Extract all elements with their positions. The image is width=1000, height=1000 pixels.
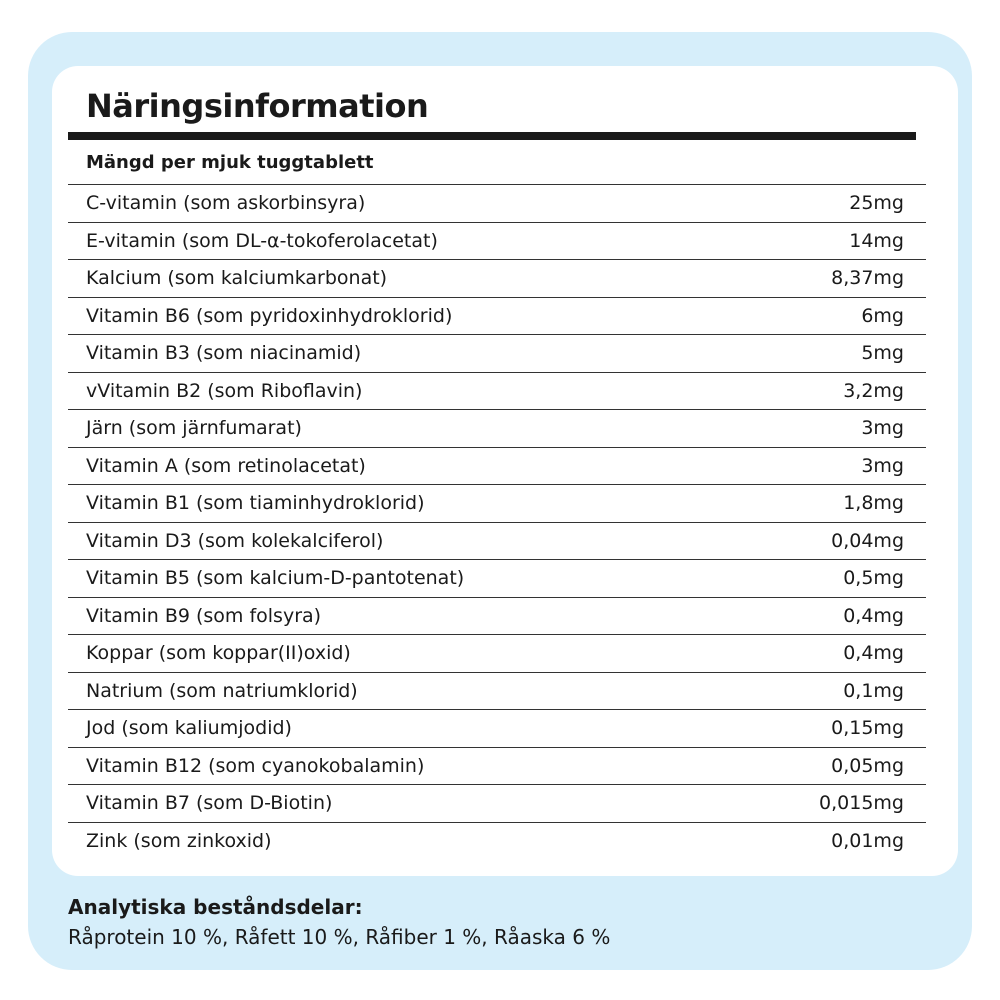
table-row xyxy=(68,748,926,786)
nutrient-name: Vitamin B3 (som niacinamid) xyxy=(86,342,362,365)
table-row xyxy=(68,823,926,861)
table-row xyxy=(68,373,926,411)
page-title: Näringsinformation xyxy=(86,87,429,125)
nutrient-amount: 5mg xyxy=(861,342,904,365)
analytical-components-text: Råprotein 10 %, Råfett 10 %, Råfiber 1 %, Råaska 6 % xyxy=(68,925,611,949)
table-row xyxy=(68,448,926,486)
analytical-components-heading: Analytiska beståndsdelar: xyxy=(68,895,363,919)
nutrition-table xyxy=(68,140,926,860)
nutrient-amount: 0,1mg xyxy=(843,679,904,702)
nutrient-name: E-vitamin (som DL-α-tokoferolacetat) xyxy=(86,229,438,252)
nutrient-amount: 1,8mg xyxy=(843,492,904,515)
nutrient-amount: 8,37mg xyxy=(831,267,904,290)
nutrient-name: Vitamin B1 (som tiaminhydroklorid) xyxy=(86,492,425,515)
nutrient-amount: 3,2mg xyxy=(843,379,904,402)
nutrient-amount: 0,4mg xyxy=(843,604,904,627)
table-header-label: Mängd per mjuk tuggtablett xyxy=(86,151,374,173)
nutrient-amount: 0,01mg xyxy=(831,830,904,853)
nutrient-name: C-vitamin (som askorbinsyra) xyxy=(86,192,366,215)
nutrient-name: Vitamin B6 (som pyridoxinhydroklorid) xyxy=(86,304,453,327)
nutrient-amount: 3mg xyxy=(861,454,904,477)
table-row xyxy=(68,560,926,598)
nutrient-amount: 3mg xyxy=(861,417,904,440)
table-body xyxy=(68,185,926,860)
table-row xyxy=(68,598,926,636)
analytical-components xyxy=(68,892,948,952)
nutrient-amount: 6mg xyxy=(861,304,904,327)
table-row xyxy=(68,485,926,523)
nutrient-name: Vitamin B12 (som cyanokobalamin) xyxy=(86,754,425,777)
table-row xyxy=(68,260,926,298)
table-row xyxy=(68,673,926,711)
table-row xyxy=(68,185,926,223)
nutrient-amount: 0,4mg xyxy=(843,642,904,665)
nutrient-amount: 0,04mg xyxy=(831,529,904,552)
nutrient-name: Järn (som järnfumarat) xyxy=(86,417,302,440)
table-row xyxy=(68,710,926,748)
nutrient-name: Zink (som zinkoxid) xyxy=(86,830,272,853)
nutrient-name: Natrium (som natriumklorid) xyxy=(86,679,358,702)
nutrient-name: Jod (som kaliumjodid) xyxy=(86,717,292,740)
nutrient-amount: 0,15mg xyxy=(831,717,904,740)
nutrient-amount: 14mg xyxy=(849,229,904,252)
nutrient-name: Vitamin A (som retinolacetat) xyxy=(86,454,366,477)
nutrient-amount: 0,015mg xyxy=(819,792,904,815)
nutrient-name: Vitamin B9 (som folsyra) xyxy=(86,604,322,627)
table-row xyxy=(68,223,926,261)
nutrient-name: Vitamin B7 (som D-Biotin) xyxy=(86,792,333,815)
table-row xyxy=(68,523,926,561)
nutrient-name: Vitamin B5 (som kalcium-D-pantotenat) xyxy=(86,567,465,590)
table-row xyxy=(68,298,926,336)
nutrient-name: vVitamin B2 (som Riboflavin) xyxy=(86,379,363,402)
table-header-row xyxy=(68,140,926,185)
nutrient-name: Vitamin D3 (som kolekalciferol) xyxy=(86,529,384,552)
title-divider xyxy=(68,132,916,140)
table-row xyxy=(68,410,926,448)
table-row xyxy=(68,335,926,373)
nutrient-name: Kalcium (som kalciumkarbonat) xyxy=(86,267,388,290)
table-row xyxy=(68,785,926,823)
table-row xyxy=(68,635,926,673)
nutrient-amount: 0,05mg xyxy=(831,754,904,777)
nutrient-name: Koppar (som koppar(II)oxid) xyxy=(86,642,351,665)
nutrient-amount: 0,5mg xyxy=(843,567,904,590)
nutrient-amount: 25mg xyxy=(849,192,904,215)
